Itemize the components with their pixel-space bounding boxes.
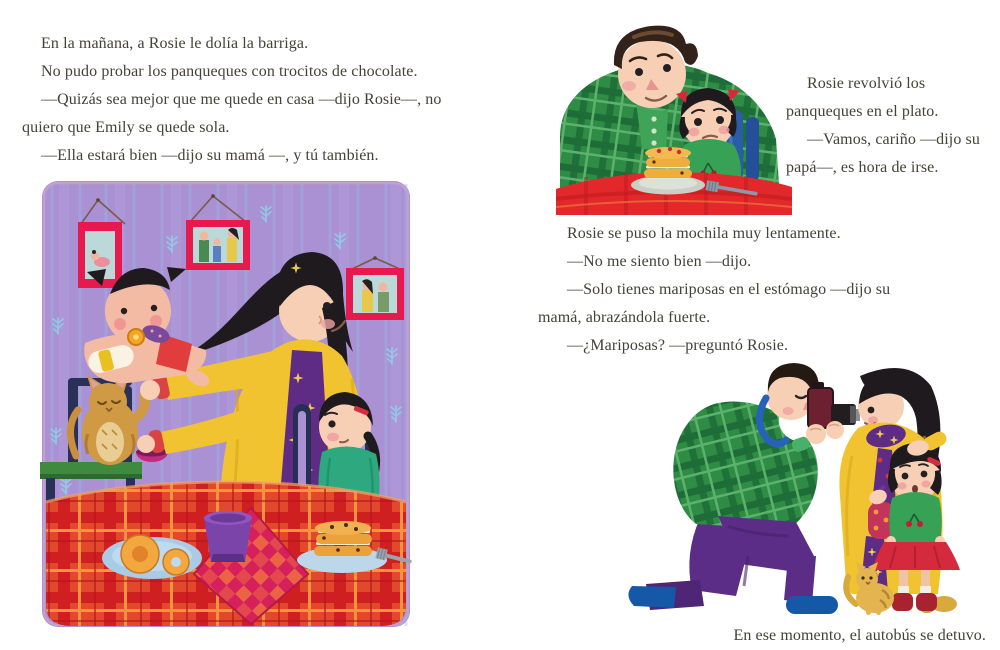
closing-line: En ese momento, el autobús se detuvo. <box>733 627 986 644</box>
left-paragraph <box>22 30 442 170</box>
right-middle-paragraph <box>538 220 890 360</box>
text-line: —Solo tienes mariposas en el estómago —dijo su <box>567 281 891 298</box>
text-line: En la mañana, a Rosie le dolía la barriga. <box>41 35 309 52</box>
text-line: quiero que Emily se quede sola. <box>22 119 230 136</box>
illustration-family-photo <box>628 356 960 618</box>
illustration-dad-rosie-table <box>556 17 792 215</box>
text-line: —¿Mariposas? —preguntó Rosie. <box>567 337 789 354</box>
text-line: Rosie revolvió los <box>807 75 926 92</box>
text-line: —No me siento bien —dijo. <box>567 253 752 270</box>
text-line: —Quizás sea mejor que me quede en casa —dijo Rosie—, no <box>41 91 442 108</box>
text-line: —Ella estará bien —dijo su mamá —, y tú también. <box>41 147 379 164</box>
right-top-paragraph <box>786 70 980 182</box>
text-line: —Vamos, cariño —dijo su <box>807 131 980 148</box>
illustration-breakfast-kitchen <box>40 178 412 630</box>
text-line: Rosie se puso la mochila muy lentamente. <box>567 225 841 242</box>
text-line: No pudo probar los panqueques con trocitos de chocolate. <box>41 63 418 80</box>
text-line: mamá, abrazándola fuerte. <box>538 309 711 326</box>
breakfast-kitchen-svg <box>40 178 412 630</box>
purple-cup <box>204 511 252 562</box>
dad-figure <box>628 363 860 614</box>
text-line: panqueques en el plato. <box>786 103 939 120</box>
dad-rosie-table-svg <box>556 17 792 215</box>
family-photo-svg <box>628 356 960 618</box>
text-line: papá—, es hora de irse. <box>786 159 939 176</box>
